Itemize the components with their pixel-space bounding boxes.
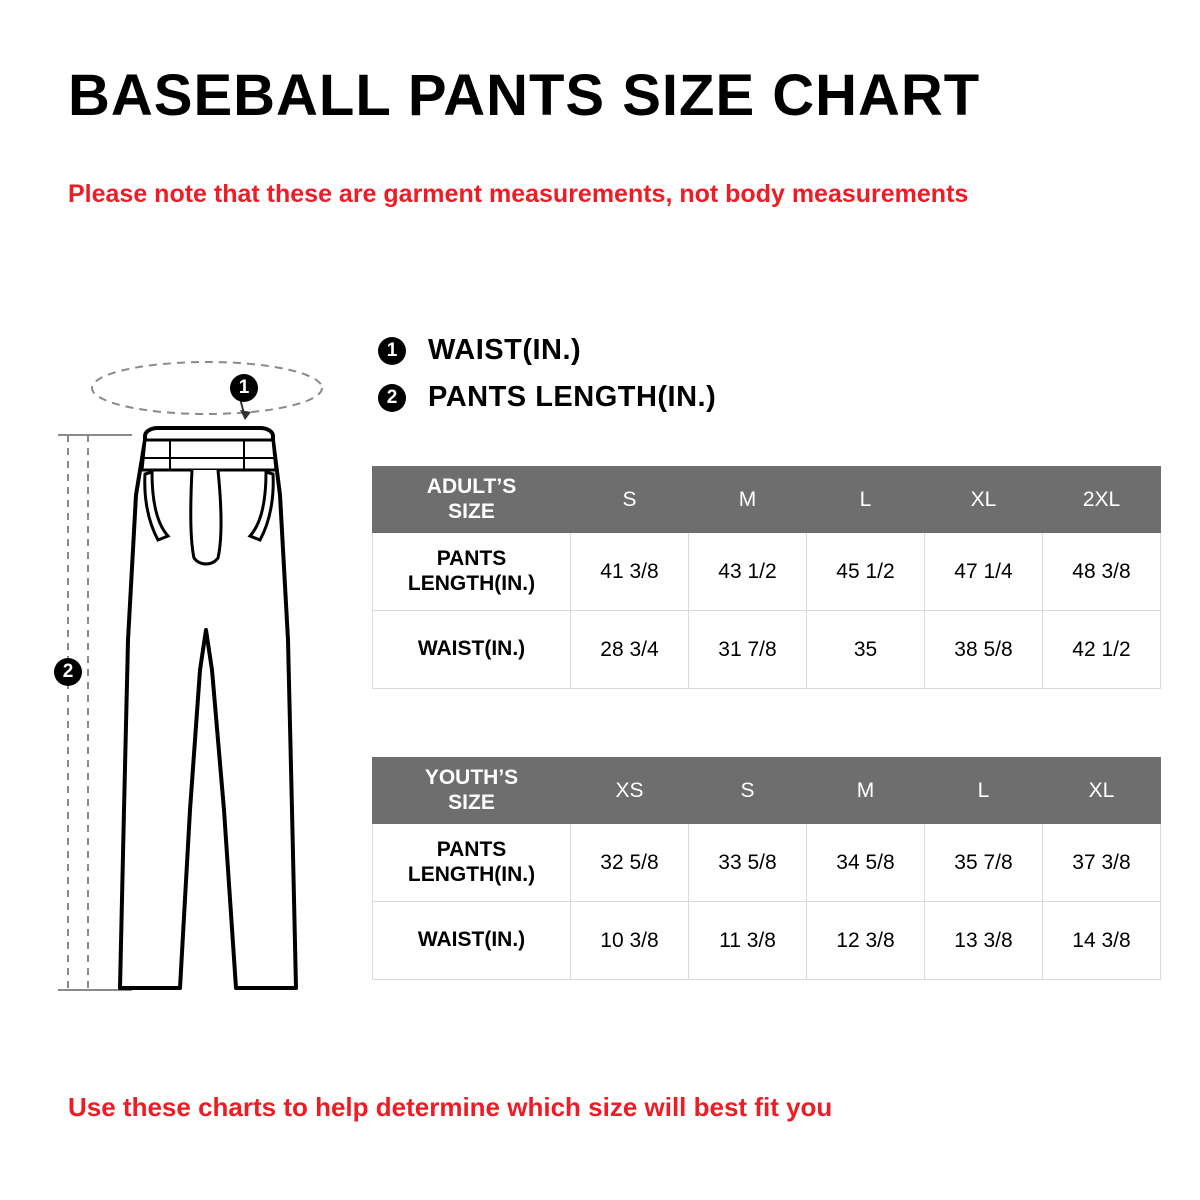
adult-pants-length-m: 43 1/2 xyxy=(689,533,807,611)
youth-waist-m: 12 3/8 xyxy=(807,902,925,980)
adult-waist-2xl: 42 1/2 xyxy=(1043,611,1161,689)
youth-col-header-m: M xyxy=(807,758,925,824)
youth-corner-header-line1: YOUTH’S xyxy=(424,766,519,790)
youth-waist-xs: 10 3/8 xyxy=(571,902,689,980)
adult-row-label-line1: PANTS xyxy=(436,547,507,571)
pants-diagram xyxy=(40,340,370,1020)
youth-col-header-xl: XL xyxy=(1043,758,1161,824)
adult-waist-s: 28 3/4 xyxy=(571,611,689,689)
diagram-marker-pants-length: 2 xyxy=(54,658,82,686)
pants-line-drawing-icon xyxy=(40,340,370,1020)
diagram-marker-waist: 1 xyxy=(230,374,258,402)
youth-pants-length-m: 34 5/8 xyxy=(807,824,925,902)
measurement-note: Please note that these are garment measurements, not body measurements xyxy=(68,180,969,208)
adult-waist-l: 35 xyxy=(807,611,925,689)
table-row xyxy=(373,533,1161,611)
youth-waist-s: 11 3/8 xyxy=(689,902,807,980)
adult-row-label-waist: WAIST(IN.) xyxy=(373,611,571,689)
legend-item-waist xyxy=(378,334,716,367)
adult-col-header-2xl: 2XL xyxy=(1043,467,1161,533)
adult-size-table xyxy=(372,466,1161,689)
legend-item-label: PANTS LENGTH(IN.) xyxy=(428,381,717,413)
adult-corner-header-line2: SIZE xyxy=(448,499,495,523)
legend xyxy=(378,334,716,428)
number-one-badge-icon: 1 xyxy=(378,337,406,365)
adult-pants-length-l: 45 1/2 xyxy=(807,533,925,611)
youth-col-header-l: L xyxy=(925,758,1043,824)
youth-corner-header-line2: SIZE xyxy=(448,790,495,814)
table-header-row xyxy=(373,467,1161,533)
adult-pants-length-xl: 47 1/4 xyxy=(925,533,1043,611)
adult-waist-m: 31 7/8 xyxy=(689,611,807,689)
adult-col-header-xl: XL xyxy=(925,467,1043,533)
youth-col-header-s: S xyxy=(689,758,807,824)
adult-col-header-l: L xyxy=(807,467,925,533)
youth-pants-length-l: 35 7/8 xyxy=(925,824,1043,902)
adult-corner-header-line1: ADULT’S xyxy=(426,475,517,499)
adult-row-label-line2: LENGTH(IN.) xyxy=(407,571,536,595)
table-header-row xyxy=(373,758,1161,824)
adult-row-label-pants-length xyxy=(373,533,571,611)
youth-row-label-waist: WAIST(IN.) xyxy=(373,902,571,980)
adult-corner-header xyxy=(373,467,571,533)
legend-item-pants-length xyxy=(378,381,716,414)
table-row xyxy=(373,824,1161,902)
youth-pants-length-xl: 37 3/8 xyxy=(1043,824,1161,902)
youth-waist-xl: 14 3/8 xyxy=(1043,902,1161,980)
number-two-badge-icon: 2 xyxy=(378,384,406,412)
youth-pants-length-xs: 32 5/8 xyxy=(571,824,689,902)
legend-item-label: WAIST(IN.) xyxy=(428,334,582,366)
youth-row-label-pants-length xyxy=(373,824,571,902)
youth-corner-header xyxy=(373,758,571,824)
page-title: BASEBALL PANTS SIZE CHART xyxy=(68,63,981,128)
adult-col-header-m: M xyxy=(689,467,807,533)
footer-note: Use these charts to help determine which size will best fit you xyxy=(68,1092,833,1122)
adult-pants-length-2xl: 48 3/8 xyxy=(1043,533,1161,611)
youth-pants-length-s: 33 5/8 xyxy=(689,824,807,902)
youth-col-header-xs: XS xyxy=(571,758,689,824)
youth-row-label-line1: PANTS xyxy=(436,838,507,862)
youth-row-label-line2: LENGTH(IN.) xyxy=(407,862,536,886)
adult-waist-xl: 38 5/8 xyxy=(925,611,1043,689)
adult-col-header-s: S xyxy=(571,467,689,533)
adult-pants-length-s: 41 3/8 xyxy=(571,533,689,611)
youth-size-table xyxy=(372,757,1161,980)
youth-waist-l: 13 3/8 xyxy=(925,902,1043,980)
table-row xyxy=(373,902,1161,980)
table-row xyxy=(373,611,1161,689)
